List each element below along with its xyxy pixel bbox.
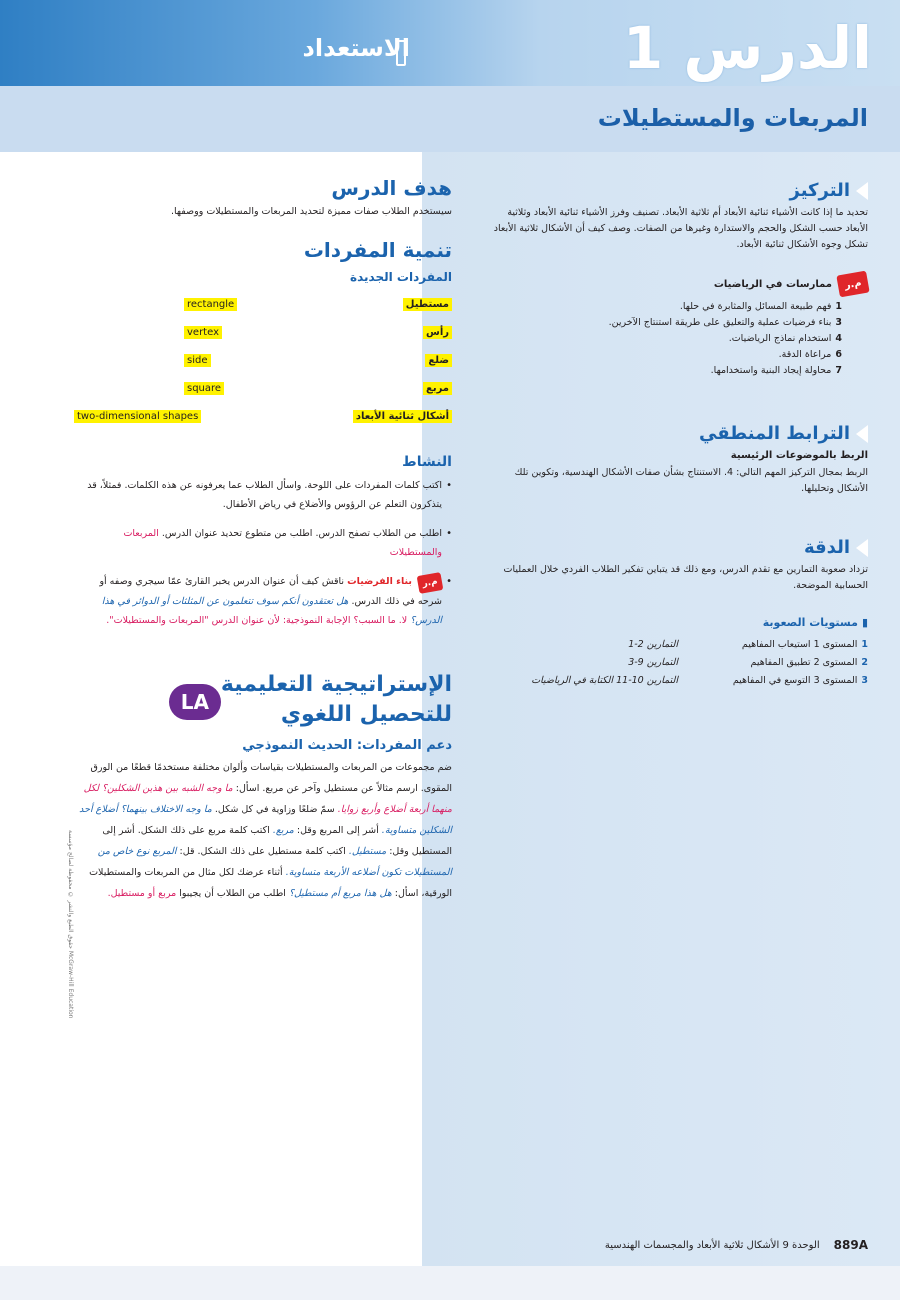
vocabulary-sub: المفردات الجديدة	[350, 270, 452, 284]
list-item: 7محاولة إيجاد البنية واستخدامها.	[710, 365, 842, 376]
la-badge: LA	[169, 684, 221, 720]
levels-title: ▮مستويات الصعوبة	[762, 616, 868, 629]
lesson-label: الدرس 1	[622, 14, 872, 82]
la-section-header	[74, 670, 452, 730]
copyright-credit: حقوق الطبع والنشر © محفوظة لصالح مؤسسة McGraw-Hill Education	[67, 830, 74, 1019]
la-text: ضم مجموعات من المربعات والمستطيلات بقياسات وألوان مختلفة مستخدمًا قطعًا من الورق المقوى. ارسم مثالاً عن مستطيل وآخر عن مربع. اسأل: ما وجه الشبه بين هذين الشكلين؟ لكل منهما أربعة أضلاع وأربع زوايا. سمّ ضلعًا وزاوية في كل شكل. ما وجه الاختلاف بينهما؟ أضلاع أحد الشكلين متساوية. أشر إلى المربع وقل: مربع. اكتب كلمة مربع على ذلك الشكل. أشر إلى المستطيل وقل: مستطيل. اكتب كلمة مستطيل على ذلك الشكل. قل: المربع نوع خاص من المستطيلات تكون أضلاعه الأربعة متساوية. أثناء عرضك لكل مثال من المربعات والمستطيلات الورقية، اسأل: هل هذا مربع أم مستطيل؟ اطلب من الطلاب أن يجيبوا مربع أو مستطيل.	[79, 761, 452, 899]
footer	[605, 1238, 868, 1252]
lesson-title: المربعات والمستطيلات	[597, 104, 868, 132]
list-item: 6مراعاة الدقة.	[778, 349, 842, 360]
level-exercises: التمارين 9-3	[628, 657, 678, 668]
coherence-heading: الترابط المنطقي	[488, 423, 868, 444]
level-exercises: التمارين 10-11 الكتابة في الرياضيات	[531, 675, 678, 686]
focus-text: تحديد ما إذا كانت الأشياء ثنائية الأبعاد أم ثلاثية الأبعاد. تصنيف وفرز الأشياء ثنائية الأبعاد وثلاثية الأبعاد حسب الشكل والحجم والاستدارة وغيرها من الصفات. وصف كيف أن الأشكال ثلاثية الأبعاد تشكل وجوه الأشكال ثنائية الأبعاد.	[493, 207, 868, 250]
footer-bar	[0, 1266, 900, 1300]
list-item: • اكتب كلمات المفردات على اللوحة. واسأل الطلاب عما يعرفونه عن هذه الكلمات. فمثلاً، قد يتذكرون التعلم عن الرؤوس والأضلاع في رياض الأطفال.	[74, 476, 452, 514]
activity-heading: النشاط	[402, 454, 452, 470]
la-title: الإستراتيجية التعليمية للتحصيل اللغوي	[220, 671, 452, 727]
triangle-marker-icon	[856, 425, 868, 443]
vocabulary-list	[74, 290, 452, 430]
level-icon: ▮	[861, 616, 868, 629]
level-label: 3المستوى 3 التوسع في المفاهيم	[732, 675, 868, 686]
focus-heading: التركيز	[488, 180, 868, 201]
triangle-marker-icon	[856, 539, 868, 557]
practices-header	[488, 273, 868, 295]
la-subheading: دعم المفردات: الحديث النموذجي	[242, 737, 452, 753]
unit-title: الوحدة 9 الأشكال ثلاثية الأبعاد والمجسمات الهندسية	[604, 1239, 820, 1251]
practices-title: ممارسات في الرياضيات	[713, 278, 832, 290]
page-number: 889A	[833, 1238, 868, 1252]
level-label: 2المستوى 2 تطبيق المفاهيم	[750, 657, 868, 668]
list-item: 3بناء فرضيات عملية والتعليق على طريقة استنتاج الآخرين.	[608, 317, 842, 328]
level-label: 1المستوى 1 استيعاب المفاهيم	[741, 639, 868, 650]
goal-text: سيستخدم الطلاب صفات مميزة لتحديد المربعات والمستطيلات ووصفها.	[170, 206, 452, 217]
coherence-text: الربط بمجال التركيز المهم التالي: 4. الاستنتاج بشأن صفات الأشكال الهندسية، وتكوين تلك الأشكال وتحليلها.	[514, 467, 868, 494]
list-item: 1فهم طبيعة المسائل والمثابرة في حلها.	[679, 301, 842, 312]
left-column	[74, 176, 452, 904]
list-item: • اطلب من الطلاب تصفح الدرس. اطلب من متطوع تحديد عنوان الدرس. المربعات والمستطيلات	[74, 524, 452, 562]
list-item: • م.ربناء الفرضيات ناقش كيف أن عنوان الدرس يخبر القارئ عمّا سيجري وصفه أو شرحه في ذلك الدرس. هل تعتقدون أنكم سوف تتعلمون عن المثلثات أو الدوائر في هذا الدرس؟ لا. ما السبب؟ الإجابة النموذجية: لأن عنوان الدرس "المربعات والمستطيلات".	[74, 572, 452, 630]
level-exercises: التمارين 2-1	[628, 639, 678, 650]
levels-table	[488, 637, 868, 689]
coherence-sub: الربط بالموضوعات الرئيسية	[730, 450, 868, 461]
practice-badge: م.ر	[417, 572, 444, 594]
vocab-row: ضلع side	[74, 346, 452, 374]
activity-list	[74, 476, 452, 630]
list-item: 4استخدام نماذج الرياضيات.	[728, 333, 842, 344]
rigor-text: تزداد صعوبة التمارين مع تقدم الدرس، ومع ذلك قد يتباين تفكير الطلاب الفردي خلال العمليات الحسابية الموضحة.	[503, 564, 868, 591]
vocabulary-heading: تنمية المفردات	[303, 238, 452, 262]
practices-badge: م.ر	[836, 271, 869, 298]
vocab-row: مستطيل rectangle	[74, 290, 452, 318]
right-column	[488, 180, 868, 689]
vocab-row: رأس vertex	[74, 318, 452, 346]
rigor-heading: الدقة	[488, 537, 868, 558]
practices-list	[488, 299, 868, 379]
goal-heading: هدف الدرس	[331, 176, 452, 200]
vocab-row: أشكال ثنائية الأبعاد two-dimensional shapes	[74, 402, 452, 430]
triangle-marker-icon	[856, 182, 868, 200]
vocab-row: مربع square	[74, 374, 452, 402]
prep-title: الاستعداد	[302, 34, 410, 62]
